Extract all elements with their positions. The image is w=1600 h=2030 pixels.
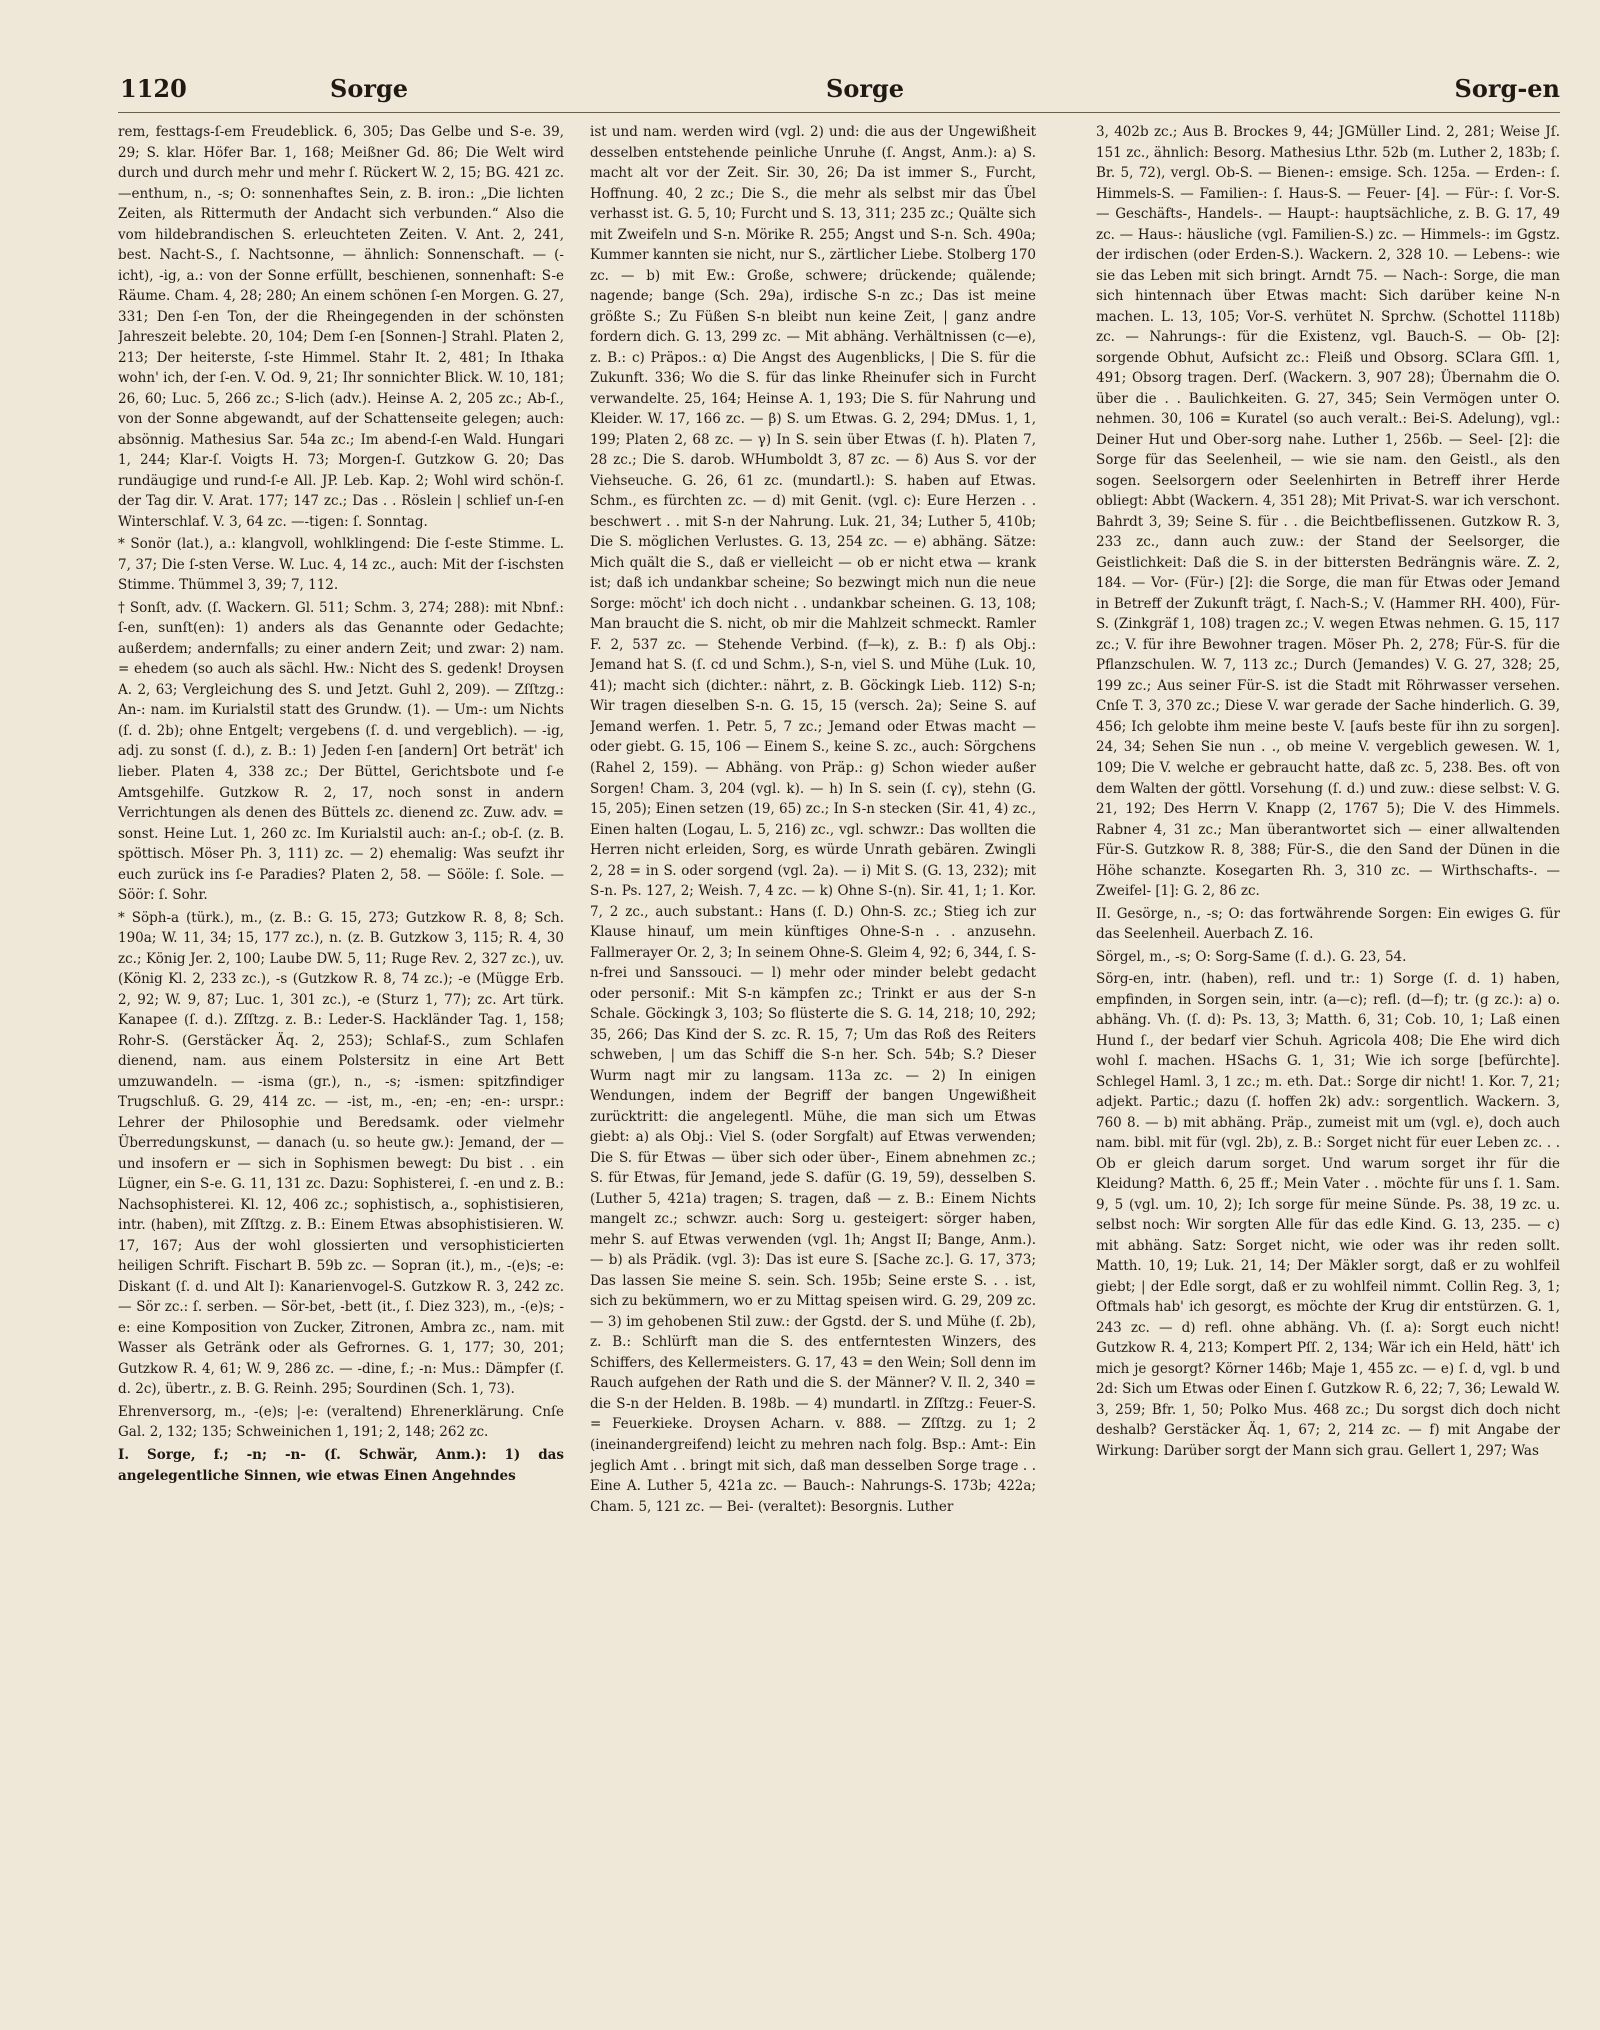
column-right [1096,122,1560,2002]
header-rule [118,112,1560,113]
entry-sonst: † Sonſt, adv. (ſ. Wackern. Gl. 511; Schm. 3, 274; 288): mit Nbnf.: ſ-en, sunſt(en): 1) anders als das Genannte oder Gedachte; außerdem; andernfalls; zu einer andern Zeit; und zwar: 2) nam. = ehedem (so auch als sächl. Hw.: Nicht des S. gedenk! Droysen A. 2, 63; Vergleichung des S. und Jetzt. Guhl 2, 209). — Zſſtzg.: An-: nam. im Kurialstil statt des Grundw. (1). — Um-: um Nichts (ſ. d. 2b); ohne Entgelt; vergebens (ſ. d. und vergeblich). — -ig, adj. zu sonst (ſ. d.), z. B.: 1) Jeden ſ-en [andern] Ort beträt' ich lieber. Platen 4, 338 zc.; Der Büttel, Gerichtsbote und ſ-e Amtsgehilfe. Gutzkow R. 2, 17, noch sonst in andern Verrichtungen als denen des Büttels zc. dienend zc. Zuw. adv. = sonst. Heine Lut. 1, 260 zc. Im Kurialstil auch: an-ſ.; ob-ſ. (z. B. spöttisch. Möser Ph. 3, 111) zc. — 2) ehemalig: Was seufzt ihr euch zurück ins ſ-e Paradies? Platen 2, 58. — Sööle: ſ. Sole. — Söör: ſ. Sohr. [118,599,564,904]
running-head-right: Sorg-en [1454,74,1560,103]
page-header [120,64,1560,108]
entry-sopha: * Söph-a (türk.), m., (z. B.: G. 15, 273; Gutzkow R. 8, 8; Sch. 190a; W. 11, 34; 15, 177 zc.), n. (z. B. Gutzkow 3, 115; R. 4, 30 zc.; König Jer. 2, 100; Laube DW. 5, 11; Ruge Rev. 2, 327 zc.), uv. (König Kl. 2, 233 zc.), -s (Gutzkow R. 8, 74 zc.); -e (Mügge Erb. 2, 92; W. 9, 87; Luc. 1, 301 zc.), -e (Sturz 1, 77); zc. Art türk. Kanapee (ſ. d.). Zſſtzg. z. B.: Leder-S. Hackländer Tag. 1, 158; Rohr-S. (Gerstäcker Äq. 2, 253); Schlaf-S., zum Schlafen dienend, nam. aus einem Polstersitz in eine Art Bett umzuwandeln. — -isma (gr.), n., -s; -ismen: spitzfindiger Trugschluß. G. 29, 414 zc. — -ist, m., -en; -en; -en-: urspr.: Lehrer der Philosophie und Beredsamk. oder vielmehr Überredungskunst, — danach (u. so heute gw.): Jemand, der — und insofern er — sich in Sophismen bewegt: Du bist . . ein Lügner, ein S-e. G. 11, 131 zc. Dazu: Sophisterei, ſ. -en und z. B.: Nachsophisterei. Kl. 12, 406 zc.; sophistisch, a., sophistisieren, intr. (haben), mit Zſſtzg. z. B.: Einem Etwas absophistisieren. W. 17, 167; Aus der wohl glossierten und versophisticierten heiligen Schrift. Fischart B. 59b zc. — Sopran (it.), m., -(e)s; -e: Diskant (ſ. d. und Alt I): Kanarienvogel-S. Gutzkow R. 3, 242 zc. — Sör zc.: ſ. serben. — Sör-bet, -bett (it., ſ. Diez 323), m., -(e)s; -e: eine Komposition von Zucker, Zitronen, Ambra zc., nam. mit Wasser als Getränk oder als Gefrornes. G. 1, 177; 30, 201; Gutzkow R. 4, 61; W. 9, 286 zc. — -dine, f.; -n: Mus.: Dämpfer (ſ. d. 2c), übertr., z. B. G. Reinh. 295; Sourdinen (Sch. 1, 73). [118,909,564,1398]
running-head-left: Sorge [330,74,409,103]
page-number: 1120 [120,74,187,103]
entry-sorgen: Sörg-en, intr. (haben), refl. und tr.: 1) Sorge (ſ. d. 1) haben, empfinden, in Sorgen sein, intr. (a—c); refl. (d—f); tr. (g zc.): a) o. abhäng. Vh. (ſ. d): Ps. 13, 3; Matth. 6, 31; Cob. 10, 1; Laß einen Hund ſ., der bedarf vier Schuh. Agricola 408; Die Ehe wird dich wohl ſ. machen. HSachs G. 1, 31; Wie ich sorge [befürchte]. Schlegel Haml. 3, 1 zc.; m. eth. Dat.: Sorge dir nicht! 1. Kor. 7, 21; adjekt. Partic.; dazu (ſ. hoffen 2k) adv.: sorgentlich. Wackern. 3, 760 8. — b) mit abhäng. Präp., zumeist mit um (vgl. e), doch auch nam. bibl. mit für (vgl. 2b), z. B.: Sorget nicht für euer Leben zc. . . Ob er gleich darum sorget. Und warum sorget ihr für die Kleidung? Matth. 6, 25 ff.; Mein Vater . . möchte für uns ſ. 1. Sam. 9, 5 (vgl. um. 10, 2); Ich sorge für meine Sünde. Ps. 38, 19 zc. u. selbst noch: Wir sorgten Alle für das edle Kind. G. 13, 235. — c) mit abhäng. Satz: Sorget nicht, wie oder was ihr reden sollt. Matth. 10, 19; Luk. 21, 14; Der Mäkler sorgt, daß er zu wohlfeil giebt; | der Edle sorgt, daß er zu wohlfeil nimmt. Collin Reg. 3, 1; Oftmals hab' ich gesorgt, es möchte der Krug dir entstürzen. G. 1, 243 zc. — d) refl. ohne abhäng. Vh. (ſ. a): Sorgt euch nicht! Gutzkow R. 4, 213; Kompert Pſſ. 2, 134; Wär ich ein Held, hätt' ich mich je gesorgt? Körner 146b; Maje 1, 455 zc. — e) ſ. d, vgl. b und 2d: Sich um Etwas oder Einen ſ. Gutzkow R. 6, 22; 7, 36; Lewald W. 3, 259; Bfr. 1, 50; Polko Mus. 468 zc.; Du sorgst dich doch nicht deshalb? Gerstäcker Äq. 1, 67; 2, 214 zc. — f) mit Angabe der Wirkung: Darüber sorgt der Mann sich grau. Gellert 1, 297; Was [1096,971,1560,1459]
entry-sonor: * Sonör (lat.), a.: klangvoll, wohlklingend: Die ſ-este Stimme. L. 7, 37; Die ſ-sten Verse. W. Luc. 4, 14 zc., auch: Mit der ſ-ischsten Stimme. Thümmel 3, 39; 7, 112. [118,536,564,594]
entry-sonnenthum: rem, festtags-ſ-em Freudeblick. 6, 305; Das Gelbe und S-e. 39, 29; S. klar. Höfer Bar. 1, 168; Meißner Gd. 86; Die Welt wird durch und durch mehr und mehr ſ. Rückert W. 2, 15; BG. 421 zc. —enthum, n., -s; O: sonnenhaftes Sein, z. B. iron.: „Die lichten Zeiten, als Rittermuth der Andacht sich verbunden.“ Also die vom hildebrandischen S. erleuchteten Zeiten. V. Ant. 2, 241, best. Nacht-S., ſ. Nachtsonne, — ähnlich: Sonnenschaft. — (-icht), -ig, a.: von der Sonne erfüllt, beschienen, sonnenhaft: S-e Räume. Cham. 4, 28; 280; An einem schönen ſ-en Morgen. G. 27, 331; Den ſ-en Ton, der die Rheingegenden in der schönsten Jahreszeit belebte. 20, 104; Dem ſ-en [Sonnen-] Strahl. Platen 2, 213; Der heiterste, ſ-ste Himmel. Stahr It. 2, 481; In Ithaka wohn' ich, der ſ-en. V. Od. 9, 21; Ihr sonnichter Blick. W. 10, 181; 26, 60; Luc. 5, 266 zc.; S-lich (adv.). Heinse A. 2, 205 zc.; Ab-ſ., von der Sonne abgewandt, auf der Schattenseite gelegen; auch: absönnig. Mathesius Sar. 54a zc.; Im abend-ſ-en Wald. Hungari 1, 244; Klar-ſ. Voigts H. 73; Morgen-ſ. Gutzkow G. 20; Das rundäugige und rund-ſ-e All. JP. Leb. Kap. 2; Wohl wird schön-ſ. der Tag dir. V. Arat. 177; 147 zc.; Das . . Röslein | schlief un-ſ-en Winterschlaf. V. 3, 64 zc. —-tigen: ſ. Sonntag. [118,124,564,530]
column-middle [590,122,1036,2002]
entry-sorge-compounds: 3, 402b zc.; Aus B. Brockes 9, 44; JGMüller Lind. 2, 281; Weise Jſ. 151 zc., ähnlich: Besorg. Mathesius Lthr. 52b (m. Luther 2, 183b; ſ. Br. 5, 72), vergl. Ob-S. — Bienen-: emsige. Sch. 125a. — Erden-: ſ. Himmels-S. — Familien-: ſ. Haus-S. — Feuer- [4]. — Für-: ſ. Vor-S. — Geschäfts-, Handels-. — Haupt-: hauptsächliche, z. B. G. 17, 49 zc. — Haus-: häusliche (vgl. Familien-S.) zc. — Himmels-: im Ggstz. der irdischen (oder Erden-S.). Wackern. 2, 328 10. — Lebens-: wie sie das Leben mit sich bringt. Arndt 75. — Nach-: Sorge, die man sich hintennach über Etwas macht: Sich darüber keine N-n machen. L. 13, 105; Vor-S. verhütet N. Sprchw. (Schottel 1118b) zc. — Nahrungs-: für die Existenz, vgl. Bauch-S. — Ob- [2]: sorgende Obhut, Aufsicht zc.: Fleiß und Obsorg. SClara Gſſl. 1, 491; Obsorg tragen. Derſ. (Wackern. 3, 907 28); Übernahm die O. über die . . Baulichkeiten. G. 27, 345; Sein Vermögen unter O. nehmen. 30, 106 = Kuratel (so auch veralt.: Bei-S. Adelung), vgl.: Deiner Hut und Ober-sorg nahe. Luther 1, 256b. — Seel- [2]: die Sorge für das Seelenheil, — wie sie nam. den Geistl., als den sogen. Seelsorgern oder Seelenhirten in Betreff ihrer Herde obliegt: Abbt (Wackern. 4, 351 28); Mit Privat-S. war ich verschont. Bahrdt 3, 39; Seine S. für . . die Beichtbeflissenen. Gutzkow R. 3, 233 zc., dann auch zuw.: der Stand der Seelsorger, die Geistlichkeit: Daß die S. in der bittersten Bedrängnis wäre. Z. 2, 184. — Vor- (Für-) [2]: die Sorge, die man für Etwas oder Jemand in Betreff der Zukunft trägt, ſ. Nach-S.; V. (Hammer RH. 400), Für-S. (Zinkgräf 1, 108) tragen zc.; V. wegen Etwas nehmen. G. 15, 117 zc.; V. für ihre Bewohner tragen. Möser Ph. 2, 278; Für-S. für die Pflanzschulen. W. 7, 113 zc.; Durch (Jemandes) V. G. 27, 328; 25, 199 zc.; Aus seiner Für-S. ist die Stadt mit Röhrwasser versehen. Cnſe T. 3, 370 zc.; Diese V. war gerade der Sache hinderlich. G. 39, 456; Ich gelobte ihm meine beste V. [aufs beste für ihn zu sorgen]. 24, 34; Sehen Sie nun . ., ob meine V. vergeblich gewesen. W. 1, 109; Die V. welche er gebraucht hatte, daß zc. 5, 238. Bes. oft von dem Walten der göttl. Vorsehung (ſ. d.) und zuw.: diese selbst: V. G. 21, 192; Des Herrn V. Knapp (2, 1767 5); Die V. des Himmels. Rabner 4, 31 zc.; Man überantwortet sich — einer allwaltenden Für-S. Gutzkow R. 8, 388; Für-S., die den Sand der Dünen in die Höhe schanzte. Kosegarten Rh. 3, 310 zc. — Wirthschafts-. — Zweifel- [1]: G. 2, 86 zc. [1096,124,1560,900]
entry-sorge-continued: ist und nam. werden wird (vgl. 2) und: die aus der Ungewißheit desselben entstehende peinliche Unruhe (ſ. Angst, Anm.): a) S. macht alt vor der Zeit. Sir. 30, 26; Da ist immer S., Furcht, Hoffnung. 40, 2 zc.; Die S., die mehr als selbst mir das Übel verhasst ist. G. 5, 10; Furcht und S. 13, 311; 235 zc.; Quälte sich mit Zweifeln und S-n. Mörike R. 255; Angst und S-n. Sch. 490a; Kummer kannten sie nicht, nur S., zärtlicher Liebe. Stolberg 170 zc. — b) mit Ew.: Große, schwere; drückende; quälende; nagende; bange (Sch. 29a), irdische S-n zc.; Das ist meine größte S.; Zu Füßen S-n bleibt nun keine Zeit, | ganz andre fordern dich. G. 13, 299 zc. — Mit abhäng. Verhältnissen (c—e), z. B.: c) Präpos.: α) Die Angst des Augenblicks, | Die S. für die Zukunft. 336; Wo die S. für das linke Rheinufer sich in Furcht verwandelte. 25, 164; Heinse A. 1, 193; Die S. für Nahrung und Kleider. W. 17, 166 zc. — β) S. um Etwas. G. 2, 294; DMus. 1, 1, 199; Platen 2, 68 zc. — γ) In S. sein über Etwas (ſ. h). Platen 7, 28 zc.; Die S. darob. WHumboldt 3, 87 zc. — δ) Aus S. vor der Viehseuche. G. 26, 61 zc. (mundartl.): S. haben auf Etwas. Schm., es fürchten zc. — d) mit Genit. (vgl. c): Eure Herzen . . beschwert . . mit S-n der Nahrung. Luk. 21, 34; Luther 5, 410b; Die S. möglichen Verlustes. G. 13, 254 zc. — e) abhäng. Sätze: Mich quält die S., daß er vielleicht — ob er nicht etwa — krank ist; daß ich undankbar scheine; So bezwingt mich nun die neue Sorge: möcht' ich doch nicht . . undankbar scheinen. G. 13, 108; Man braucht die S. nicht, ob mir die Mahlzeit schmeckt. Ramler F. 2, 537 zc. — Stehende Verbind. (f—k), z. B.: f) als Obj.: Jemand hat S. (ſ. cd und Schm.), S-n, viel S. und Mühe (Luk. 10, 41); macht sich (dichter.: nährt, z. B. Göckingk Lieb. 112) S-n; Wir tragen dieselben S-n. G. 15, 15 (versch. 2a); Seine S. auf Jemand werfen. 1. Petr. 5, 7 zc.; Jemand oder Etwas macht — oder giebt. G. 15, 106 — Einem S., keine S. zc., auch: Sörgchens (Rahel 2, 159). — Abhäng. von Präp.: g) Schon wieder außer Sorgen! Cham. 3, 204 (vgl. k). — h) In S. sein (ſ. cγ), stehn (G. 15, 205); Einen setzen (19, 65) zc.; In S-n stecken (Sir. 41, 4) zc., Einen halten (Logau, L. 5, 216) zc., vgl. schwzr.: Das wollten die Herren nicht erleiden, Sorg, es würde Unrath gebären. Zwingli 2, 28 = in S. oder sorgend (vgl. 2a). — i) Mit S. (G. 13, 232); mit S-n. Ps. 127, 2; Weish. 7, 4 zc. — k) Ohne S-(n). Sir. 41, 1; 1. Kor. 7, 2 zc., auch substant.: Hans (ſ. D.) Ohn-S. zc.; Stieg ich zur Klause hinauf, um mein künftiges Ohne-S-n . . anzusehn. Fallmerayer Or. 2, 3; In seinem Ohne-S. Gleim 4, 92; 6, 344, ſ. S-n-frei und Sanssouci. — l) mehr oder minder belebt gedacht oder personif.: Mit S-n kämpfen zc.; Trinkt er aus der S-n Schale. Göckingk 3, 103; So flüsterte die S. G. 14, 218; 10, 292; 35, 266; Das Kind der S. zc. R. 15, 7; Um das Roß des Reiters schweben, | um das Schiff die S-n her. Sch. 54b; S.? Dieser Wurm nagt mir zu langsam. 113a zc. — 2) In einigen Wendungen, indem der Begriff der bangen Ungewißheit zurücktritt: die angelegentl. Mühe, die man sich um Etwas giebt: a) als Obj.: Viel S. (oder Sorgfalt) auf Etwas verwenden; Die S. für Etwas — über sich oder über-, Einem abnehmen zc.; S. für Etwas, für Jemand, jede S. dafür (G. 19, 59), desselben S. (Luther 5, 421a) tragen; S. tragen, daß — z. B.: Einem Nichts mangelt zc.; schwzr. auch: Sorg u. gesteigert: sörger haben, mehr S. auf Etwas verwenden (vgl. 1h; Angst II; Bange, Anm.). — b) als Prädik. (vgl. 3): Das ist eure S. [Sache zc.]. G. 17, 373; Das lassen Sie meine S. sein. Sch. 195b; Seine erste S. . . ist, sich zu bekümmern, wo er zu Mittag speisen wird. G. 29, 209 zc. — 3) im gehobenen Stil zuw.: der Ggstd. der S. und Mühe (ſ. 2b), z. B.: Schlürft man die S. des entferntesten Winzers, des Schiffers, des Kellermeisters. G. 17, 43 = den Wein; Soll denn im Rauch aufgehen der Rath und die S. der Männer? V. Il. 2, 340 = die S-n der Helden. B. 198b. — 4) mundartl. in Zſſtzg.: Feuer-S. = Feuerkieke. Droysen Acharn. v. 888. — Zſſtzg. zu 1; 2 (ineinandergreifend) leicht zu mehren nach folg. Bsp.: Amt-: Ein jeglich Amt . . bringt mit sich, daß man desselben Sorge trage . . Eine A. Luther 5, 421a zc. — Bauch-: Nahrungs-S. 173b; 422a; Cham. 5, 121 zc. — Bei- (veraltet): Besorgnis. Luther [590,124,1036,1515]
entry-soergel: Sörgel, m., -s; O: Sorg-Same (ſ. d.). G. 23, 54. [1096,948,1407,965]
entry-ehrenversorg: Ehrenversorg, m., -(e)s; |-e: (veraltend) Ehrenerklärung. Cnſe Gal. 2, 132; 135; Schweinichen 1, 191; 2, 148; 262 zc. [118,1403,564,1441]
running-head-center: Sorge [826,74,905,103]
entry-sorge: I. Sorge, f.; -n; -n- (ſ. Schwär, Anm.): 1) das angelegentliche Sinnen, wie etwas Einen Angehndes [118,1447,564,1484]
column-left [118,122,564,2002]
entry-gesoerge: II. Gesörge, n., -s; O: das fortwährende Sorgen: Ein ewiges G. für das Seelenheil. Auerbach Z. 16. [1096,905,1560,943]
